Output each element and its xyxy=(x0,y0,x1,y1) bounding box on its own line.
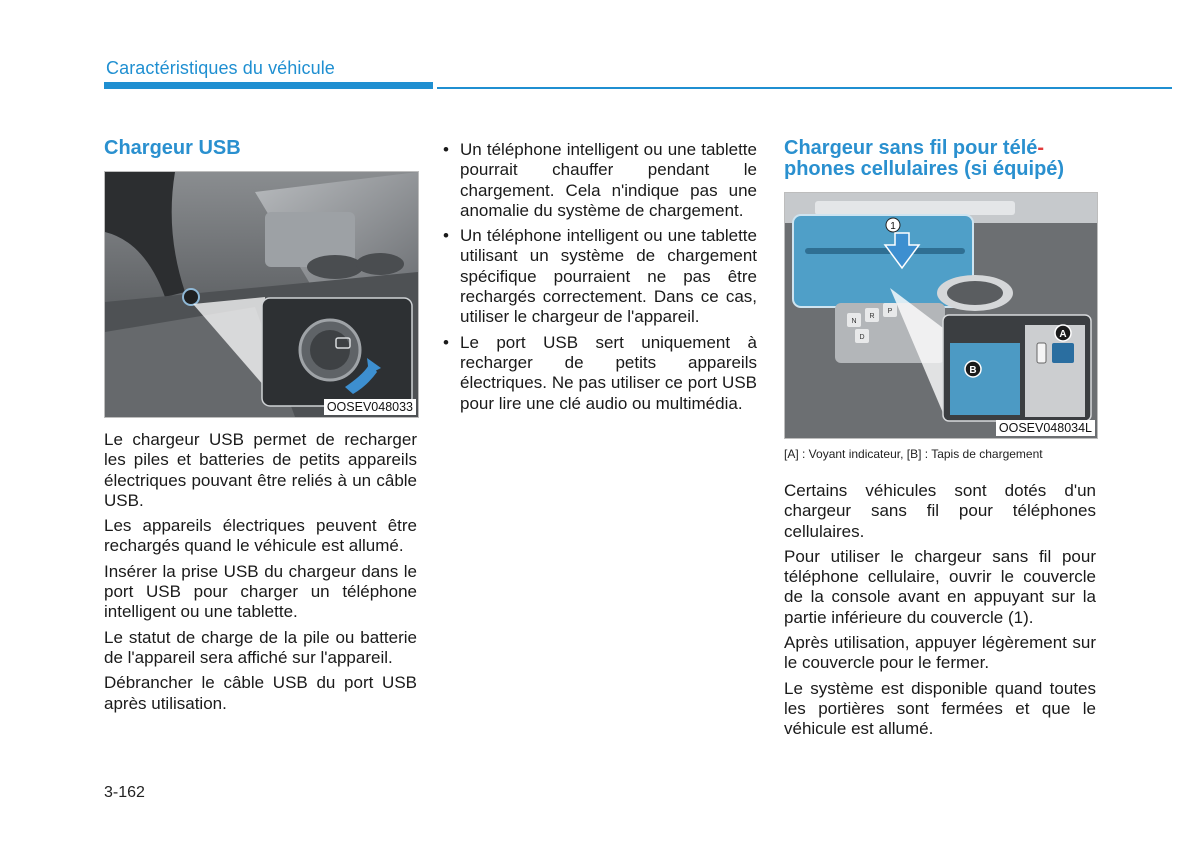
wireless-section-title xyxy=(784,138,1096,180)
wireless-charger-figure xyxy=(784,192,1098,439)
wireless-paragraph: Pour utiliser le chargeur sans fil pour téléphone cellulaire, ouvrir le couvercle de la console avant en appuyant sur la partie inférieure du couvercle (1). xyxy=(784,546,1096,627)
page-number: 3-162 xyxy=(104,784,145,801)
wireless-figure-code: OOSEV048034L xyxy=(996,420,1095,436)
usb-port-figure xyxy=(104,171,419,418)
usb-figure-code: OOSEV048033 xyxy=(324,399,416,415)
usb-port-illustration xyxy=(105,172,418,417)
gear-label: D xyxy=(859,334,865,341)
wireless-title-line2: phones cellulaires (si équipé) xyxy=(784,158,1065,180)
usb-paragraph: Les appareils électriques peuvent être rechargés quand le véhicule est allumé. xyxy=(104,516,417,556)
wireless-charger-illustration xyxy=(785,193,1097,438)
usb-paragraph: Le chargeur USB permet de recharger les piles et batteries de petits appareils électriques pouvant être reliés à un câble USB. xyxy=(104,430,417,510)
notes-list xyxy=(442,140,757,414)
wireless-paragraph: Certains véhicules sont dotés d'un chargeur sans fil pour téléphones cellulaires. xyxy=(784,481,1096,541)
usb-section-title: Chargeur USB xyxy=(104,137,241,159)
wireless-title-line1: Chargeur sans fil pour télé xyxy=(784,137,1038,159)
wireless-paragraph: Après utilisation, appuyer légèrement sur le couvercle pour le fermer. xyxy=(784,633,1096,673)
callout-1-label: 1 xyxy=(890,221,896,232)
notes-column xyxy=(442,140,757,419)
header-rule-thin xyxy=(437,87,1172,89)
wireless-paragraph: Le système est disponible quand toutes les portières sont fermées et que le véhicule est allumé. xyxy=(784,678,1096,739)
wireless-title-hyphen: - xyxy=(1037,137,1045,159)
callout-b-label: B xyxy=(969,365,977,376)
header-rule-thick xyxy=(104,82,433,89)
note-item: • Un téléphone intelligent ou une tablette utilisant un système de chargement spécifique pourraient ne pas être rechargés correctement. Dans ce cas, utiliser le chargeur de l'appareil. xyxy=(442,226,757,327)
callout-a-label: A xyxy=(1059,329,1067,340)
gear-label: P xyxy=(887,308,893,315)
wireless-figure-caption: [A] : Voyant indicateur, [B] : Tapis de chargement xyxy=(784,447,1043,461)
note-item: • Le port USB sert uniquement à recharger de petits appareils électriques. Ne pas utiliser ce port USB pour lire une clé audio ou multimédia. xyxy=(442,333,757,414)
usb-paragraph: Le statut de charge de la pile ou batterie de l'appareil sera affiché sur l'appareil. xyxy=(104,627,417,667)
usb-paragraph: Insérer la prise USB du chargeur dans le port USB pour charger un téléphone intelligent ou une tablette. xyxy=(104,561,417,622)
gear-label: N xyxy=(851,318,857,325)
gear-label: R xyxy=(869,313,875,320)
usb-charger-column xyxy=(104,138,417,719)
running-header: Caractéristiques du véhicule xyxy=(106,58,335,78)
wireless-charger-column xyxy=(784,138,1096,745)
usb-paragraph: Débrancher le câble USB du port USB après utilisation. xyxy=(104,673,417,713)
note-item: • Un téléphone intelligent ou une tablette pourrait chauffer pendant le chargement. Cela n'indique pas une anomalie du système de chargement. xyxy=(442,140,757,221)
